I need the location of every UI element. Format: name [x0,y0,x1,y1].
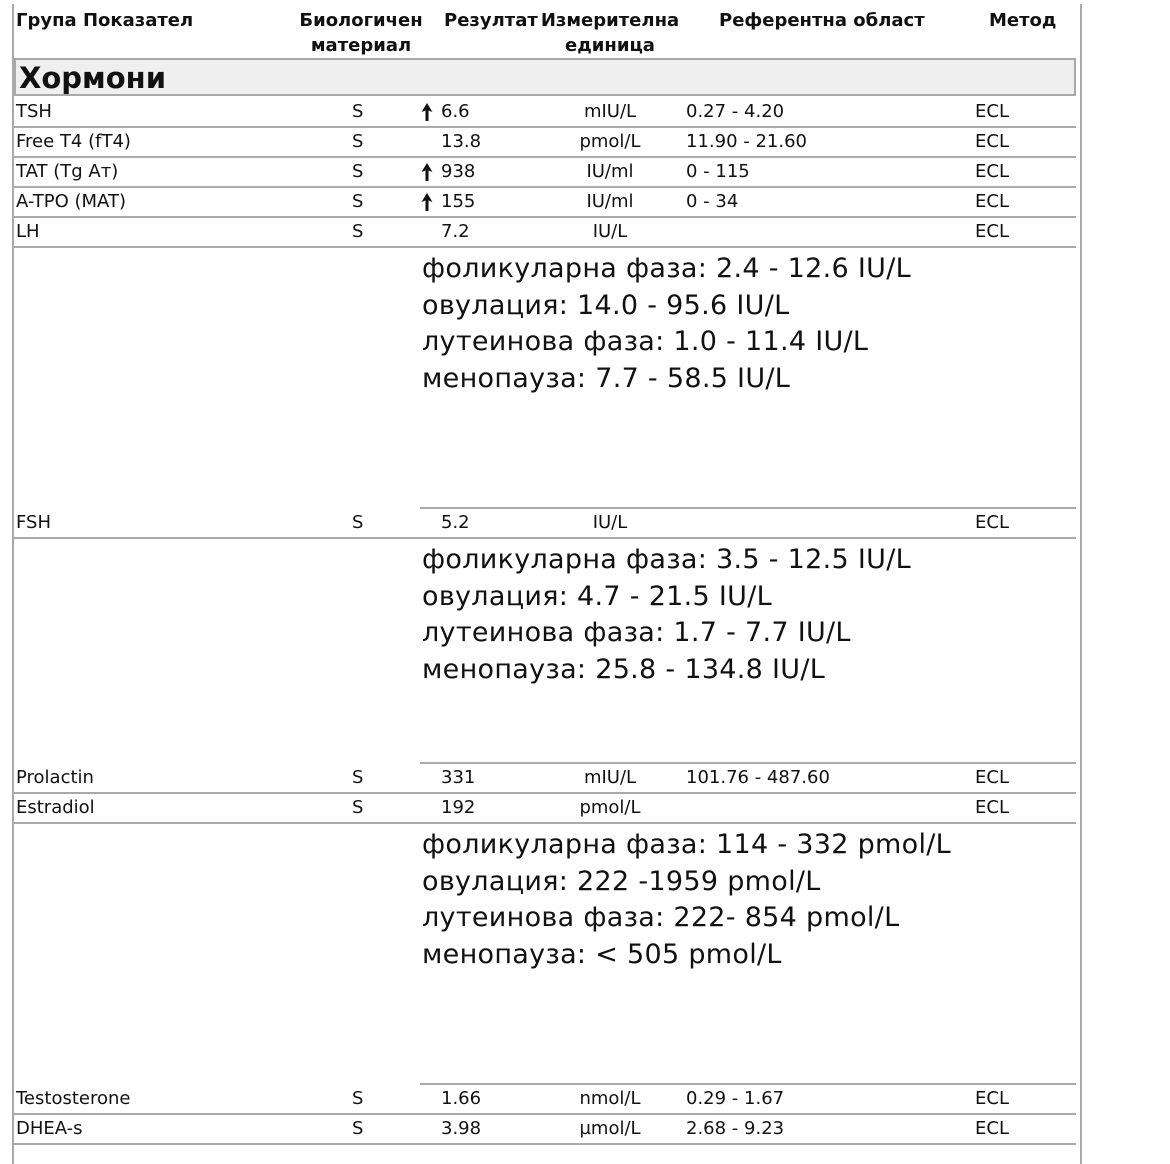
cell-name: A-TPO (MAT) [16,191,126,212]
cell-material: S [352,1118,364,1139]
row-divider [420,1083,1076,1085]
up-arrow-icon [420,162,434,182]
row-divider [14,156,1076,158]
cell-material: S [352,1088,364,1109]
cell-name: Free T4 (fT4) [16,131,131,152]
cell-name: TSH [16,101,52,122]
row-divider [14,1113,1076,1115]
cell-unit: mIU/L [583,101,637,122]
cell-material: S [352,767,364,788]
up-arrow-icon [420,102,434,122]
row-divider [14,822,1076,824]
col-material-header [296,8,426,58]
row-divider [420,507,1076,509]
cell-result: 155 [441,191,476,212]
cell-name: FSH [16,512,51,533]
cell-material: S [352,512,364,533]
cell-unit: IU/ml [586,161,634,182]
cell-unit: mIU/L [583,767,637,788]
up-arrow-icon [420,192,434,212]
cell-result: 13.8 [441,131,482,152]
cell-result: 3.98 [441,1118,482,1139]
cell-unit: IU/L [592,512,628,533]
cell-name: Estradiol [16,797,95,818]
cell-material: S [352,161,364,182]
ref-line: менопауза: 25.8 - 134.8 IU/L [422,653,826,685]
row-divider [14,792,1076,794]
row-divider [14,246,1076,248]
col-group-header: Група Показател [16,10,194,31]
cell-method: ECL [975,131,1009,152]
estradiol-reference-ranges [422,827,951,973]
cell-method: ECL [975,767,1009,788]
col-method-header: Метод [989,10,1057,31]
cell-unit: IU/L [592,221,628,242]
section-title: Хормони [19,61,167,95]
col-unit-line1: Измерителна [540,10,680,31]
lh-reference-ranges [422,251,911,397]
row-divider [14,126,1076,128]
col-unit-line2: единица [565,35,655,56]
ref-line: овулация: 14.0 - 95.6 IU/L [422,289,790,321]
ref-line: фоликуларна фаза: 3.5 - 12.5 IU/L [422,544,911,575]
row-divider [14,537,1076,539]
ref-line: овулация: 4.7 - 21.5 IU/L [422,580,772,612]
col-ref-header: Референтна област [719,10,925,31]
cell-unit: IU/ml [586,191,634,212]
ref-line: фоликуларна фаза: 2.4 - 12.6 IU/L [422,253,911,284]
cell-name: DHEA-s [16,1118,83,1139]
cell-result: 7.2 [441,221,470,242]
cell-name: TAT (Tg Ат) [16,161,119,182]
cell-name: LH [16,221,40,242]
row-divider [14,216,1076,218]
col-material-line2: материал [310,35,412,56]
cell-result: 938 [441,161,476,182]
cell-material: S [352,101,364,122]
cell-method: ECL [975,191,1009,212]
col-material-line1: Биологичен [299,10,423,31]
row-divider [420,762,1076,764]
cell-material: S [352,191,364,212]
cell-method: ECL [975,101,1009,122]
cell-result: 6.6 [441,101,470,122]
cell-material: S [352,221,364,242]
cell-name: Testosterone [16,1088,131,1109]
col-result-header: Резултат [444,10,538,31]
row-divider [14,186,1076,188]
cell-method: ECL [975,797,1009,818]
ref-line: фоликуларна фаза: 114 - 332 pmol/L [422,829,951,860]
cell-ref: 0.29 - 1.67 [686,1088,785,1109]
fsh-reference-ranges [422,542,911,688]
cell-ref: 0 - 34 [686,191,739,212]
ref-line: овулация: 222 -1959 pmol/L [422,865,821,897]
col-unit-header [540,8,680,58]
cell-unit: pmol/L [579,797,641,818]
cell-result: 192 [441,797,476,818]
ref-line: лутеинова фаза: 1.0 - 11.4 IU/L [422,326,869,357]
cell-result: 5.2 [441,512,470,533]
cell-ref: 0 - 115 [686,161,750,182]
cell-method: ECL [975,221,1009,242]
cell-unit: pmol/L [579,131,641,152]
cell-method: ECL [975,1088,1009,1109]
cell-ref: 2.68 - 9.23 [686,1118,785,1139]
cell-ref: 0.27 - 4.20 [686,101,785,122]
ref-line: лутеинова фаза: 1.7 - 7.7 IU/L [422,617,851,648]
cell-method: ECL [975,1118,1009,1139]
section-hormones [14,58,1076,96]
cell-result: 331 [441,767,476,788]
cell-method: ECL [975,161,1009,182]
cell-material: S [352,797,364,818]
cell-method: ECL [975,512,1009,533]
cell-unit: µmol/L [579,1118,641,1139]
ref-line: лутеинова фаза: 222- 854 pmol/L [422,902,900,933]
cell-unit: nmol/L [579,1088,641,1109]
cell-result: 1.66 [441,1088,482,1109]
cell-ref: 101.76 - 487.60 [686,767,830,788]
row-divider [14,1143,1076,1145]
ref-line: менопауза: < 505 pmol/L [422,938,782,970]
cell-material: S [352,131,364,152]
cell-ref: 11.90 - 21.60 [686,131,807,152]
ref-line: менопауза: 7.7 - 58.5 IU/L [422,362,791,394]
cell-name: Prolactin [16,767,94,788]
